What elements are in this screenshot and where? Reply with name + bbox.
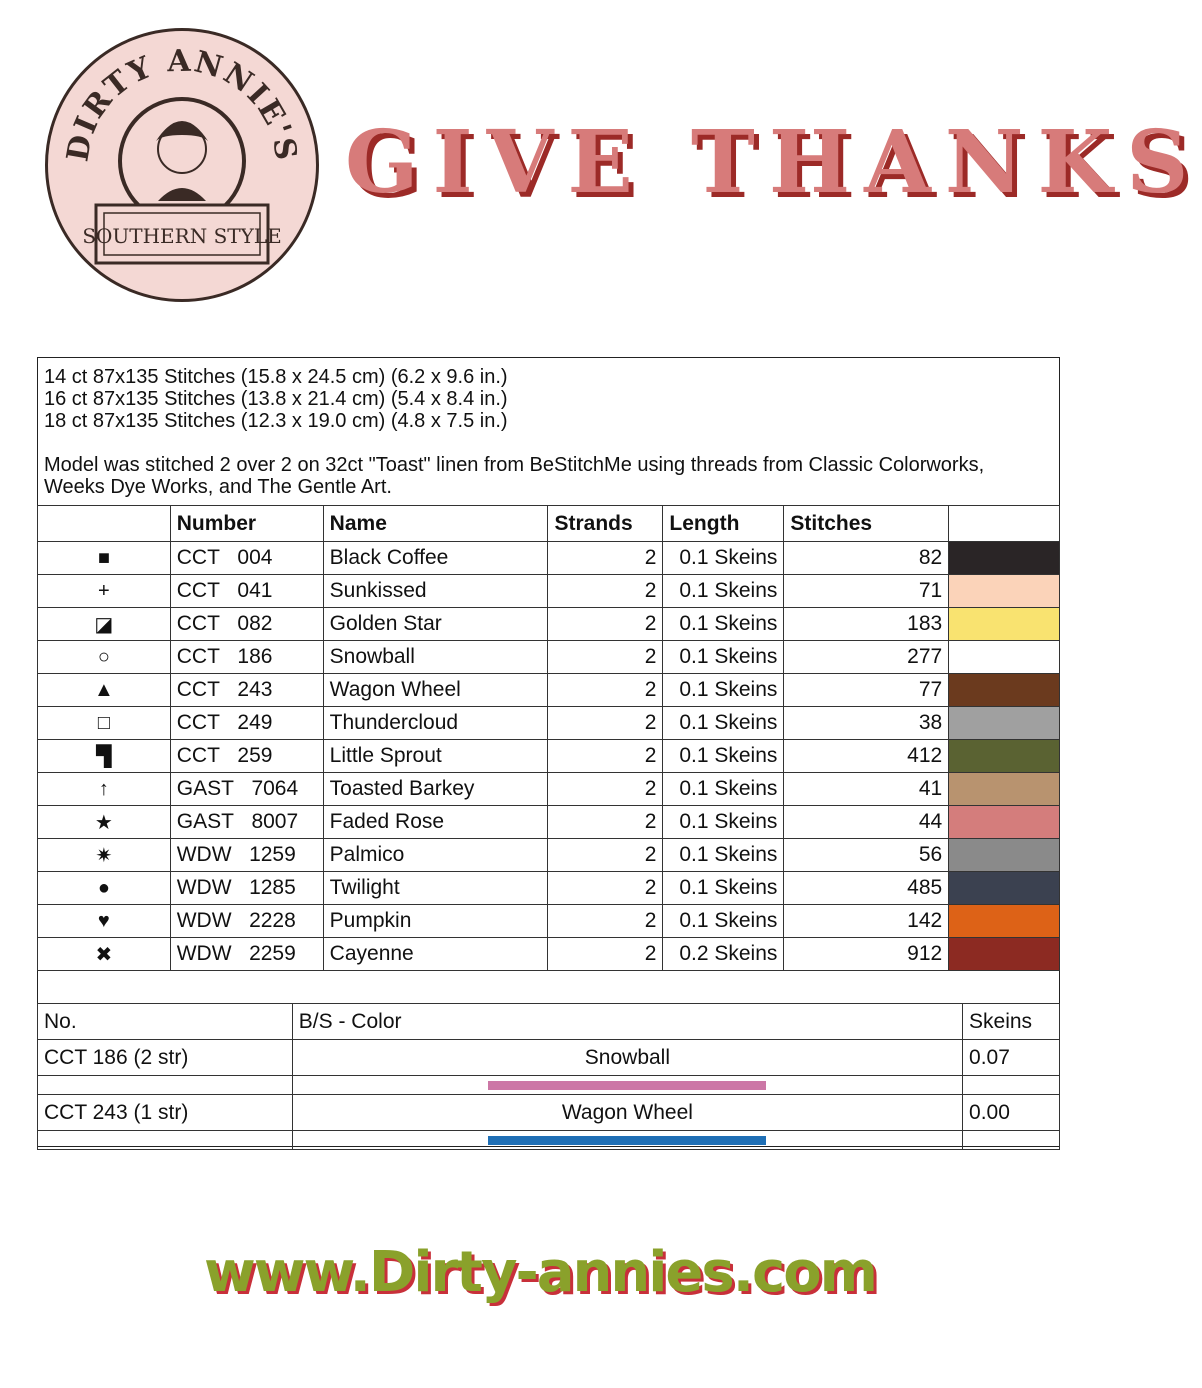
- thread-name: Faded Rose: [323, 806, 548, 839]
- thread-length: 0.1 Skeins: [663, 608, 784, 641]
- thread-strands: 2: [548, 773, 663, 806]
- corner-block-icon: ▜: [38, 740, 171, 773]
- thread-brand: GAST: [176, 777, 234, 800]
- thread-name: Snowball: [323, 641, 548, 674]
- header-bs-color: B/S - Color: [292, 1004, 962, 1040]
- table-row: [38, 542, 1060, 575]
- half-square-icon: ◪: [38, 608, 171, 641]
- backstitch-color-name: Snowball: [292, 1040, 962, 1076]
- thread-number: [170, 806, 323, 839]
- color-swatch: [949, 542, 1060, 575]
- thread-name: Palmico: [323, 839, 548, 872]
- thread-table: [37, 505, 1060, 971]
- thread-number: [170, 542, 323, 575]
- arrow-up-icon: ↑: [38, 773, 171, 806]
- open-circle-icon: ○: [38, 641, 171, 674]
- table-row: [38, 575, 1060, 608]
- header-strands: Strands: [548, 506, 663, 542]
- color-swatch: [949, 938, 1060, 971]
- thread-strands: 2: [548, 806, 663, 839]
- thread-number: [170, 839, 323, 872]
- thread-number: [170, 608, 323, 641]
- thread-length: 0.1 Skeins: [663, 773, 784, 806]
- thread-name: Pumpkin: [323, 905, 548, 938]
- thread-code: 8007: [251, 810, 299, 833]
- thread-length: 0.1 Skeins: [663, 707, 784, 740]
- thread-code: 7064: [251, 777, 299, 800]
- size-18ct: 18 ct 87x135 Stitches (12.3 x 19.0 cm) (4.8 x 7.5 in.): [44, 410, 508, 432]
- table-row: [38, 740, 1060, 773]
- thread-strands: 2: [548, 542, 663, 575]
- thread-number: [170, 938, 323, 971]
- header-symbol: [38, 506, 171, 542]
- thread-name: Black Coffee: [323, 542, 548, 575]
- thread-length: 0.1 Skeins: [663, 905, 784, 938]
- logo-banner-text: SOUTHERN STYLE: [82, 224, 282, 248]
- thread-stitches: 71: [784, 575, 949, 608]
- backstitch-row: [38, 1095, 1060, 1131]
- backstitch-row: [38, 1040, 1060, 1076]
- thread-strands: 2: [548, 707, 663, 740]
- thread-brand: WDW: [176, 942, 232, 965]
- thread-length: 0.2 Skeins: [663, 938, 784, 971]
- thread-name: Little Sprout: [323, 740, 548, 773]
- thread-name: Thundercloud: [323, 707, 548, 740]
- backstitch-line-sample: [292, 1131, 962, 1150]
- table-row: [38, 905, 1060, 938]
- thread-code: 2228: [249, 909, 296, 932]
- color-swatch: [949, 608, 1060, 641]
- table-row: [38, 839, 1060, 872]
- thread-length: 0.1 Skeins: [663, 839, 784, 872]
- thread-stitches: 912: [784, 938, 949, 971]
- thread-strands: 2: [548, 740, 663, 773]
- backstitch-line-row: [38, 1131, 1060, 1150]
- thread-length: 0.1 Skeins: [663, 575, 784, 608]
- color-swatch: [949, 740, 1060, 773]
- thread-table-header: [38, 506, 1060, 542]
- header-name: Name: [323, 506, 548, 542]
- header-stitches: Stitches: [784, 506, 949, 542]
- thread-number: [170, 674, 323, 707]
- color-swatch: [949, 839, 1060, 872]
- color-swatch: [949, 575, 1060, 608]
- thread-brand: WDW: [176, 909, 232, 932]
- backstitch-line-sample: [292, 1076, 962, 1095]
- backstitch-number: CCT 243 (1 str): [38, 1095, 293, 1131]
- thread-stitches: 41: [784, 773, 949, 806]
- color-swatch: [949, 773, 1060, 806]
- color-swatch: [949, 641, 1060, 674]
- logo-top-text: DIRTY ANNIE'S: [60, 43, 304, 165]
- thread-stitches: 38: [784, 707, 949, 740]
- filled-square-icon: ■: [38, 542, 171, 575]
- thread-code: 004: [237, 546, 273, 569]
- thread-code: 1259: [249, 843, 296, 866]
- thread-brand: WDW: [176, 843, 232, 866]
- color-swatch: [949, 806, 1060, 839]
- thread-brand: CCT: [176, 579, 220, 602]
- thread-brand: CCT: [176, 546, 220, 569]
- page-title: GIVE THANKS: [345, 112, 1202, 213]
- backstitch-line-row: [38, 1076, 1060, 1095]
- thread-number: [170, 872, 323, 905]
- thread-name: Wagon Wheel: [323, 674, 548, 707]
- thread-strands: 2: [548, 872, 663, 905]
- filled-circle-icon: ●: [38, 872, 171, 905]
- thread-strands: 2: [548, 641, 663, 674]
- thread-stitches: 56: [784, 839, 949, 872]
- thread-brand: WDW: [176, 876, 232, 899]
- thread-brand: GAST: [176, 810, 234, 833]
- thread-strands: 2: [548, 839, 663, 872]
- thread-stitches: 183: [784, 608, 949, 641]
- thread-strands: 2: [548, 575, 663, 608]
- thread-number: [170, 641, 323, 674]
- star-icon: ★: [38, 806, 171, 839]
- thread-stitches: 412: [784, 740, 949, 773]
- thread-length: 0.1 Skeins: [663, 872, 784, 905]
- backstitch-skeins: 0.07: [963, 1040, 1060, 1076]
- thread-stitches: 142: [784, 905, 949, 938]
- table-row: [38, 608, 1060, 641]
- color-swatch: [949, 905, 1060, 938]
- table-row: [38, 938, 1060, 971]
- header-no: No.: [38, 1004, 293, 1040]
- thread-stitches: 82: [784, 542, 949, 575]
- thread-name: Cayenne: [323, 938, 548, 971]
- open-square-icon: □: [38, 707, 171, 740]
- pattern-key-box: [37, 357, 1060, 1147]
- thread-code: 259: [237, 744, 273, 767]
- thread-number: [170, 773, 323, 806]
- thread-number: [170, 905, 323, 938]
- backstitch-number: CCT 186 (2 str): [38, 1040, 293, 1076]
- thread-name: Sunkissed: [323, 575, 548, 608]
- color-swatch: [949, 707, 1060, 740]
- heart-icon: ♥: [38, 905, 171, 938]
- thread-name: Twilight: [323, 872, 548, 905]
- pattern-info: [44, 366, 1044, 498]
- thread-brand: CCT: [176, 645, 220, 668]
- thread-brand: CCT: [176, 744, 220, 767]
- thread-brand: CCT: [176, 678, 220, 701]
- thread-strands: 2: [548, 938, 663, 971]
- thread-length: 0.1 Skeins: [663, 740, 784, 773]
- thread-stitches: 77: [784, 674, 949, 707]
- asterisk-star-icon: ✷: [38, 839, 171, 872]
- thread-number: [170, 740, 323, 773]
- thread-length: 0.1 Skeins: [663, 641, 784, 674]
- thread-brand: CCT: [176, 711, 220, 734]
- thread-code: 082: [237, 612, 273, 635]
- thread-number: [170, 575, 323, 608]
- header-skeins: Skeins: [963, 1004, 1060, 1040]
- thread-code: 186: [237, 645, 273, 668]
- triangle-icon: ▲: [38, 674, 171, 707]
- thread-stitches: 277: [784, 641, 949, 674]
- thread-strands: 2: [548, 905, 663, 938]
- thread-length: 0.1 Skeins: [663, 674, 784, 707]
- website-url[interactable]: www.Dirty-annies.com: [203, 1240, 877, 1305]
- header-color: [949, 506, 1060, 542]
- table-row: [38, 674, 1060, 707]
- table-row: [38, 773, 1060, 806]
- dirty-annies-logo: [45, 28, 319, 302]
- thread-length: 0.1 Skeins: [663, 542, 784, 575]
- header-length: Length: [663, 506, 784, 542]
- thread-brand: CCT: [176, 612, 220, 635]
- thread-code: 249: [237, 711, 273, 734]
- backstitch-color-name: Wagon Wheel: [292, 1095, 962, 1131]
- thread-stitches: 44: [784, 806, 949, 839]
- color-swatch: [949, 872, 1060, 905]
- x-mark-icon: ✖: [38, 938, 171, 971]
- backstitch-skeins: 0.00: [963, 1095, 1060, 1131]
- thread-length: 0.1 Skeins: [663, 806, 784, 839]
- color-swatch: [949, 674, 1060, 707]
- backstitch-header: [38, 1004, 1060, 1040]
- cross-icon: +: [38, 575, 171, 608]
- thread-code: 243: [237, 678, 273, 701]
- thread-code: 1285: [249, 876, 296, 899]
- model-note: Model was stitched 2 over 2 on 32ct "Toast" linen from BeStitchMe using threads from Classic Colorworks, Weeks Dye Works, and The Gentle Art.: [44, 454, 985, 498]
- size-16ct: 16 ct 87x135 Stitches (13.8 x 21.4 cm) (5.4 x 8.4 in.): [44, 388, 508, 410]
- thread-stitches: 485: [784, 872, 949, 905]
- thread-name: Golden Star: [323, 608, 548, 641]
- size-14ct: 14 ct 87x135 Stitches (15.8 x 24.5 cm) (6.2 x 9.6 in.): [44, 366, 508, 388]
- table-row: [38, 872, 1060, 905]
- thread-number: [170, 707, 323, 740]
- header-number: Number: [170, 506, 323, 542]
- thread-name: Toasted Barkey: [323, 773, 548, 806]
- thread-code: 041: [237, 579, 273, 602]
- table-row: [38, 806, 1060, 839]
- table-row: [38, 707, 1060, 740]
- table-row: [38, 641, 1060, 674]
- thread-strands: 2: [548, 608, 663, 641]
- thread-strands: 2: [548, 674, 663, 707]
- backstitch-table: [37, 1003, 1060, 1150]
- thread-code: 2259: [249, 942, 296, 965]
